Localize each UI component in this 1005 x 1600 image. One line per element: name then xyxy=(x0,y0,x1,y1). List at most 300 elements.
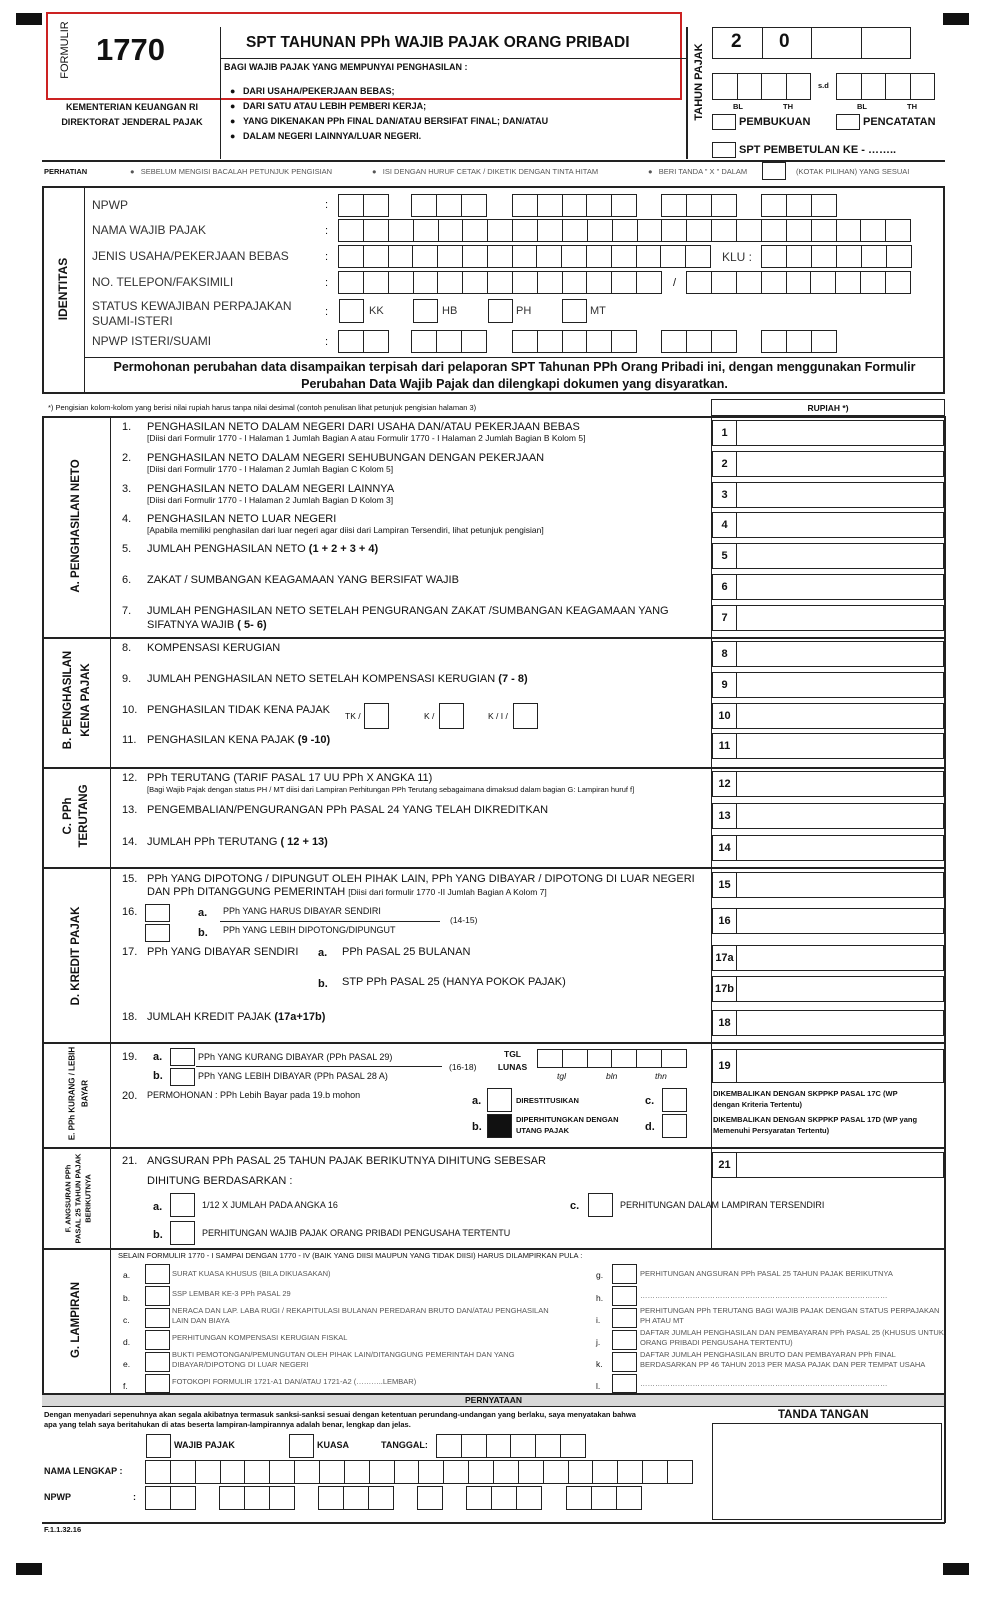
a-item-6-text: ZAKAT / SUMBANGAN KEAGAMAAN YANG BERSIFAT WAJIB xyxy=(147,574,459,586)
colon: : xyxy=(325,336,329,348)
row-box-17a: 17a xyxy=(712,945,737,971)
pencatatan-checkbox[interactable] xyxy=(836,114,860,130)
pernyataan-npwp-label: NPWP xyxy=(44,1492,71,1502)
pembukuan-label: PEMBUKUAN xyxy=(739,116,811,128)
pembetulan-label: SPT PEMBETULAN KE - …….. xyxy=(739,144,897,156)
a-item-3-text: PENGHASILAN NETO DALAM NEGERI LAINNYA xyxy=(147,483,395,495)
e-20d-key: d. xyxy=(645,1121,655,1133)
lampiran-i-checkbox[interactable] xyxy=(612,1308,637,1328)
a-item-6-no: 6. xyxy=(122,574,132,586)
a-item-5-no: 5. xyxy=(122,543,132,555)
status-kk-label: KK xyxy=(369,305,384,317)
colon: : xyxy=(325,199,329,211)
corner-mark-bl xyxy=(16,1563,42,1575)
section-f-label-2: PASAL 25 TAHUN PAJAK xyxy=(73,1153,83,1244)
sd-label: s.d xyxy=(818,81,829,90)
row-box-11: 11 xyxy=(712,733,737,759)
formulir-label: FORMULIR xyxy=(59,21,71,79)
nama-label: NAMA WAJIB PAJAK xyxy=(92,223,207,237)
lampiran-header: SELAIN FORMULIR 1770 - I SAMPAI DENGAN 1770 - IV (BAIK YANG DIISI MAUPUN YANG TIDAK DIISI) HARUS DILAMPIRKAN PULA : xyxy=(118,1251,583,1260)
c-item-13-no: 13. xyxy=(122,804,138,816)
pernyataan-text-1: Dengan menyadari sepenuhnya akan segala akibatnya termasuk sanksi-sanksi sesuai dengan ketentuan perundang-undangan yang berlaku, saya menyatakan bahwa xyxy=(44,1410,636,1419)
pernyataan-npwp-cells-5[interactable] xyxy=(467,1486,542,1510)
footer-code: F.1.1.32.16 xyxy=(44,1525,82,1534)
npwp-cells-2[interactable] xyxy=(412,194,487,217)
row-box-12: 12 xyxy=(712,771,737,797)
a-item-2-text: PENGHASILAN NETO DALAM NEGERI SEHUBUNGAN DENGAN PEKERJAAN xyxy=(147,452,545,464)
faks-cells[interactable] xyxy=(687,271,911,294)
a-item-6-value[interactable] xyxy=(736,574,944,600)
lampiran-h-text: ……………………………………………………………………………………… xyxy=(640,1291,888,1300)
bullet-2: ● DARI SATU ATAU LEBIH PEMBERI KERJA; xyxy=(230,101,427,111)
lampiran-d-checkbox[interactable] xyxy=(145,1330,170,1350)
e-19b-text: PPh YANG LEBIH DIBAYAR (PPh PASAL 28 A) xyxy=(198,1071,388,1081)
npwp-cells-3[interactable] xyxy=(513,194,637,217)
bullet-1: ● DARI USAHA/PEKERJAAN BEBAS; xyxy=(230,86,395,96)
section-b-label-1: B. PENGHASILAN xyxy=(62,650,74,750)
d-17a-text: PPh PASAL 25 BULANAN xyxy=(342,946,471,958)
pernyataan-npwp-cells-2[interactable] xyxy=(220,1486,295,1510)
d-16b-text: PPh YANG LEBIH DIPOTONG/DIPUNGUT xyxy=(223,925,396,935)
year-digit-2: 2 xyxy=(731,31,742,52)
d-item-15-text: PPh YANG DIPOTONG / DIPUNGUT OLEH PIHAK LAIN, PPh YANG DIBAYAR / DIPOTONG DI LUAR NEGERI xyxy=(147,873,695,885)
bl-label-2: BL xyxy=(857,102,867,111)
e-20a-key: a. xyxy=(472,1095,482,1107)
row-box-21: 21 xyxy=(712,1152,737,1178)
lampiran-g-text: PERHITUNGAN ANGSURAN PPh PASAL 25 TAHUN PAJAK BERIKUTNYA xyxy=(640,1269,893,1278)
colon: : xyxy=(325,306,329,318)
tanggal-label: TANGGAL: xyxy=(381,1440,428,1450)
lampiran-j-key: j. xyxy=(596,1337,601,1347)
th-label-1: TH xyxy=(783,102,793,111)
e-item-20-text: PERMOHONAN : PPh Lebih Bayar pada 19.b mohon xyxy=(147,1090,361,1100)
diperhitungkan-checkbox-checked[interactable] xyxy=(487,1114,512,1138)
restitusi-label: DIRESTITUSIKAN xyxy=(516,1096,579,1105)
k-label: K / xyxy=(424,711,435,721)
tahun-pajak-cells xyxy=(713,27,911,59)
c-item-12-sub: [Bagi Wajib Pajak dengan status PH / MT diisi dari Lampiran Perhitungan PPh Terutang sebagaimana dimaksud dalam bagian G: Lampiran huruf f] xyxy=(147,785,635,794)
lampiran-a-text: SURAT KUASA KHUSUS (BILA DIKUASAKAN) xyxy=(172,1269,331,1278)
tgl-label: tgl xyxy=(557,1071,566,1081)
row-box-10: 10 xyxy=(712,703,737,729)
pernyataan-npwp-cells-4[interactable] xyxy=(418,1486,443,1510)
c-item-14-text: JUMLAH PPh TERUTANG ( 12 + 13) xyxy=(147,836,328,848)
row-box-8: 8 xyxy=(712,641,737,667)
a-item-4-no: 4. xyxy=(122,513,132,525)
lampiran-k-checkbox[interactable] xyxy=(612,1352,637,1372)
a-item-1-sub: [Diisi dari Formulir 1770 - I Halaman 1 Jumlah Bagian A atau Formulir 1770 - I Halaman 2 Jumlah Bagian B Kolom 5] xyxy=(147,433,586,443)
a-item-5-value[interactable] xyxy=(736,543,944,569)
status-label-1: STATUS KEWAJIBAN PERPAJAKAN xyxy=(92,299,292,313)
d-16b-checkbox[interactable] xyxy=(145,924,170,942)
year-digit-0: 0 xyxy=(779,31,790,52)
a-item-7-text2: SIFATNYA WAJIB ( 5- 6) xyxy=(147,619,267,631)
status-ph-label: PH xyxy=(516,305,532,317)
d-16b-key: b. xyxy=(198,927,208,939)
perhatian-note-3: ● BERI TANDA " X " DALAM xyxy=(648,167,748,176)
npwp-label: NPWP xyxy=(92,198,128,212)
a-item-3-no: 3. xyxy=(122,483,132,495)
a-item-1-value[interactable] xyxy=(736,420,944,446)
wajib-pajak-checkbox[interactable] xyxy=(146,1434,171,1458)
lampiran-e-key: e. xyxy=(123,1359,131,1369)
ministry-line-1: KEMENTERIAN KEUANGAN RI xyxy=(65,102,198,112)
row-box-4: 4 xyxy=(712,512,737,538)
lampiran-k-key: k. xyxy=(596,1359,603,1369)
f-item-21-no: 21. xyxy=(122,1155,138,1167)
status-mt-label: MT xyxy=(590,305,606,317)
a-item-4-value[interactable] xyxy=(736,512,944,538)
b-item-8-text: KOMPENSASI KERUGIAN xyxy=(147,642,281,654)
lampiran-b-text: SSP LEMBAR KE-3 PPh PASAL 29 xyxy=(172,1289,291,1298)
row-box-13: 13 xyxy=(712,803,737,829)
row-box-17b: 17b xyxy=(712,976,737,1002)
bullet-4: ● DALAM NEGERI LAINNYA/LUAR NEGERI. xyxy=(230,131,422,141)
k-checkbox[interactable] xyxy=(439,703,464,729)
identitas-label: IDENTITAS xyxy=(56,257,70,321)
npwp-cells-1[interactable] xyxy=(339,194,389,217)
section-d-label: D. KREDIT PAJAK xyxy=(70,906,82,1006)
tk-checkbox[interactable] xyxy=(364,703,389,729)
b-item-11-value[interactable] xyxy=(736,733,944,759)
signature-box[interactable] xyxy=(712,1423,942,1520)
e-item-19-no: 19. xyxy=(122,1051,138,1063)
e-19a-text: PPh YANG KURANG DIBAYAR (PPh PASAL 29) xyxy=(198,1052,393,1062)
npwp-isteri-cells-5[interactable] xyxy=(762,330,837,353)
f-c-checkbox[interactable] xyxy=(588,1193,613,1217)
row-box-14: 14 xyxy=(712,835,737,861)
lampiran-b-checkbox[interactable] xyxy=(145,1286,170,1306)
lampiran-d-text: PERHITUNGAN KOMPENSASI KERUGIAN FISKAL xyxy=(172,1333,348,1342)
c-item-14-no: 14. xyxy=(122,836,138,848)
lampiran-e-text-1: BUKTI PEMOTONGAN/PEMUNGUTAN OLEH PIHAK LAIN/DITANGGUNG PEMERINTAH DAN YANG xyxy=(172,1350,515,1359)
skppkp-17d-checkbox[interactable] xyxy=(662,1114,687,1138)
b-item-9-value[interactable] xyxy=(736,672,944,698)
b-item-9-no: 9. xyxy=(122,673,132,685)
section-e-label-1: E. PPh KURANG / LEBIH xyxy=(67,1046,77,1141)
row-box-16: 16 xyxy=(712,908,737,934)
lampiran-d-key: d. xyxy=(123,1337,131,1347)
npwp-isteri-cells-1[interactable] xyxy=(339,330,389,353)
d-17a-value[interactable] xyxy=(736,945,944,971)
f-a-checkbox[interactable] xyxy=(170,1193,195,1217)
d-17b-key: b. xyxy=(318,978,328,990)
row-box-1: 1 xyxy=(712,420,737,446)
c-item-13-value[interactable] xyxy=(736,803,944,829)
lampiran-c-key: c. xyxy=(123,1315,130,1325)
row-box-2: 2 xyxy=(712,451,737,477)
status-kk-checkbox[interactable] xyxy=(339,299,364,323)
d-item-16-no: 16. xyxy=(122,906,138,918)
telepon-label: NO. TELEPON/FAKSIMILI xyxy=(92,275,234,289)
lampiran-e-checkbox[interactable] xyxy=(145,1352,170,1372)
b-item-11-no: 11. xyxy=(122,734,137,746)
row-box-18: 18 xyxy=(712,1010,737,1036)
form-title: SPT TAHUNAN PPh WAJIB PAJAK ORANG PRIBADI xyxy=(246,34,630,51)
skppkp-17d-label-2: Memenuhi Persyaratan Tertentu) xyxy=(713,1126,830,1135)
f-a-text: 1/12 X JUMLAH PADA ANGKA 16 xyxy=(202,1200,338,1210)
status-ph-checkbox[interactable] xyxy=(488,299,513,323)
a-item-7-no: 7. xyxy=(122,605,132,617)
th-label-2: TH xyxy=(907,102,917,111)
d-16a-key: a. xyxy=(198,907,208,919)
c-item-13-text: PENGEMBALIAN/PENGURANGAN PPh PASAL 24 YANG TELAH DIKREDITKAN xyxy=(147,804,549,816)
f-item-21-value[interactable] xyxy=(736,1152,944,1178)
slash: / xyxy=(673,277,677,289)
e-19a-checkbox[interactable] xyxy=(170,1048,195,1066)
row-box-6: 6 xyxy=(712,574,737,600)
colon: : xyxy=(325,277,329,289)
f-dihitung: DIHITUNG BERDASARKAN : xyxy=(147,1175,293,1187)
pernyataan-npwp-cells-3[interactable] xyxy=(319,1486,394,1510)
telepon-cells[interactable] xyxy=(339,271,662,294)
tgl-lunas-2: LUNAS xyxy=(497,1062,528,1072)
wajib-pajak-label: WAJIB PAJAK xyxy=(174,1440,235,1450)
row-box-9: 9 xyxy=(712,672,737,698)
npwp-isteri-cells-4[interactable] xyxy=(662,330,737,353)
status-label-2: SUAMI-ISTERI xyxy=(92,314,173,328)
skppkp-17d-label-1: DIKEMBALIKAN DENGAN SKPPKP PASAL 17D (WP yang xyxy=(713,1115,918,1124)
d-item-15-no: 15. xyxy=(122,873,138,885)
perhatian-note-2: ● ISI DENGAN HURUF CETAK / DIKETIK DENGAN TINTA HITAM xyxy=(372,167,599,176)
e-item-19-value[interactable] xyxy=(736,1049,944,1083)
e-19a-key: a. xyxy=(153,1051,163,1063)
diperhitungkan-label-1: DIPERHITUNGKAN DENGAN xyxy=(516,1115,619,1124)
period-start-cells[interactable] xyxy=(713,73,811,100)
e-19b-key: b. xyxy=(153,1070,163,1082)
ki-label: K / I / xyxy=(488,711,508,721)
section-f-label-1: F. ANGSURAN PPh xyxy=(63,1164,73,1233)
pencatatan-label: PENCATATAN xyxy=(863,116,936,128)
row-box-7: 7 xyxy=(712,605,737,631)
perhatian-note-1: ● SEBELUM MENGISI BACALAH PETUNJUK PENGISIAN xyxy=(130,167,333,176)
pembetulan-checkbox[interactable] xyxy=(712,142,736,158)
f-b-text: PERHITUNGAN WAJIB PAJAK ORANG PRIBADI PENGUSAHA TERTENTU xyxy=(202,1228,511,1238)
jenis-label: JENIS USAHA/PEKERJAAN BEBAS xyxy=(92,249,289,263)
rupiah-header-label: RUPIAH *) xyxy=(807,403,849,413)
bullet-3: ● YANG DIKENAKAN PPh FINAL DAN/ATAU BERSIFAT FINAL; DAN/ATAU xyxy=(230,116,549,126)
lampiran-i-text-2: PH ATAU MT xyxy=(640,1316,684,1325)
lampiran-j-checkbox[interactable] xyxy=(612,1330,637,1350)
d-17a-key: a. xyxy=(318,947,328,959)
colon: : xyxy=(133,1492,136,1502)
a-item-3-sub: [Diisi dari Formulir 1770 - I Halaman 2 Jumlah Bagian D Kolom 3] xyxy=(147,495,394,505)
row-box-15: 15 xyxy=(712,872,737,898)
kuasa-label: KUASA xyxy=(317,1440,350,1450)
lampiran-l-text: ……………………………………………………………………………………… xyxy=(640,1379,888,1388)
skppkp-17c-checkbox[interactable] xyxy=(662,1088,687,1112)
skppkp-17c-label-2: dengan Kriteria Tertentu) xyxy=(713,1100,803,1109)
section-a-label: A. PENGHASILAN NETO xyxy=(70,459,82,593)
example-checkbox xyxy=(762,162,786,180)
a-item-2-no: 2. xyxy=(122,452,132,464)
tanda-tangan-label: TANDA TANGAN xyxy=(778,1409,869,1421)
corner-mark-br xyxy=(943,1563,969,1575)
notice-line-1: Permohonan perubahan data disampaikan terpisah dari pelaporan SPT Tahunan PPh Orang Pribadi ini, dengan menggunakan Formulir xyxy=(113,360,916,374)
section-f-label-3: BERIKUTNYA xyxy=(83,1174,93,1223)
nama-cells[interactable] xyxy=(339,219,911,242)
ki-checkbox[interactable] xyxy=(513,703,538,729)
klu-label: KLU : xyxy=(722,250,753,264)
tk-label: TK / xyxy=(345,711,361,721)
lampiran-a-key: a. xyxy=(123,1270,131,1280)
bl-label-1: BL xyxy=(733,102,743,111)
lampiran-g-checkbox[interactable] xyxy=(612,1264,637,1284)
a-item-1-text: PENGHASILAN NETO DALAM NEGERI DARI USAHA DAN/ATAU PEKERJAAN BEBAS xyxy=(147,421,580,433)
d-item-15-value[interactable] xyxy=(736,872,944,898)
lampiran-a-checkbox[interactable] xyxy=(145,1264,170,1284)
status-mt-checkbox[interactable] xyxy=(562,299,587,323)
b-item-8-no: 8. xyxy=(122,642,132,654)
c-item-12-value[interactable] xyxy=(736,771,944,797)
lampiran-l-checkbox[interactable] xyxy=(612,1374,637,1393)
lampiran-i-key: i. xyxy=(596,1315,601,1325)
npwp-isteri-cells-2[interactable] xyxy=(412,330,487,353)
a-item-4-text: PENGHASILAN NETO LUAR NEGERI xyxy=(147,513,337,525)
lampiran-h-key: h. xyxy=(596,1293,604,1303)
d-17b-text: STP PPh PASAL 25 (HANYA POKOK PAJAK) xyxy=(342,976,566,988)
lampiran-h-checkbox[interactable] xyxy=(612,1286,637,1306)
pernyataan-title: PERNYATAAN xyxy=(465,1395,522,1405)
d-item-17-no: 17. xyxy=(122,946,138,958)
a-item-2-sub: [Diisi dari Formulir 1770 - I Halaman 2 Jumlah Bagian C Kolom 5] xyxy=(147,464,394,474)
section-c-label-2: TERUTANG xyxy=(78,784,90,848)
lampiran-f-text: FOTOKOPI FORMULIR 1721-A1 DAN/ATAU 1721-A2 (………..LEMBAR) xyxy=(172,1377,417,1386)
bln-label: bln xyxy=(606,1071,618,1081)
lampiran-i-text-1: PERHITUNGAN PPh TERUTANG BAGI WAJIB PAJAK DENGAN STATUS PERPAJAKAN xyxy=(640,1306,940,1315)
section-g-label: G. LAMPIRAN xyxy=(70,1281,82,1359)
row-box-3: 3 xyxy=(712,482,737,508)
corner-mark-tr xyxy=(943,13,969,25)
pembukuan-checkbox[interactable] xyxy=(712,114,736,130)
nama-lengkap-label: NAMA LENGKAP : xyxy=(44,1466,123,1476)
lampiran-l-key: l. xyxy=(596,1381,601,1391)
status-hb-checkbox[interactable] xyxy=(413,299,438,323)
tanggal-cells[interactable] xyxy=(437,1434,586,1458)
lampiran-k-text-1: DAFTAR JUMLAH PENGHASILAN BRUTO DAN PEMBAYARAN PPh FINAL xyxy=(640,1350,896,1359)
e-19-formula: (16-18) xyxy=(449,1062,477,1072)
rupiah-note: *) Pengisian kolom-kolom yang berisi nilai rupiah harus tanpa nilai desimal (contoh penulisan lihat petunjuk pengisian halaman 3) xyxy=(48,403,477,412)
nama-lengkap-cells[interactable] xyxy=(146,1460,693,1484)
status-hb-label: HB xyxy=(442,305,458,317)
f-c-key: c. xyxy=(570,1200,580,1212)
thn-label: thn xyxy=(655,1071,667,1081)
d-item-18-no: 18. xyxy=(122,1011,138,1023)
lampiran-f-key: f. xyxy=(123,1381,128,1391)
d-item-18-text: JUMLAH KREDIT PAJAK (17a+17b) xyxy=(147,1011,326,1023)
section-e-label-2: BAYAR xyxy=(80,1080,90,1107)
a-item-4-sub: [Apabila memiliki penghasilan dari luar negeri agar diisi dari Lampiran Tersendiri, lihat petunjuk pengisian] xyxy=(147,525,544,535)
row-box-19: 19 xyxy=(712,1049,737,1083)
pernyataan-npwp-cells-1[interactable] xyxy=(146,1486,196,1510)
a-item-3-value[interactable] xyxy=(736,482,944,508)
f-a-key: a. xyxy=(153,1201,163,1213)
section-c-label-1: C. PPh xyxy=(62,797,74,835)
d-item-18-value[interactable] xyxy=(736,1010,944,1036)
e-20b-key: b. xyxy=(472,1121,482,1133)
a-item-1-no: 1. xyxy=(122,421,132,433)
lampiran-e-text-2: DIBAYAR/DIPOTONG DI LUAR NEGERI xyxy=(172,1360,309,1369)
d-item-15-text2: DAN PPh DITANGGUNG PEMERINTAH [Diisi dari formulir 1770 -II Jumlah Bagian A Kolom 7] xyxy=(147,886,547,898)
npwp-cells-4[interactable] xyxy=(662,194,737,217)
b-item-8-value[interactable] xyxy=(736,641,944,667)
perhatian-note-4: (KOTAK PILIHAN) YANG SESUAI xyxy=(796,167,910,176)
perhatian-label: PERHATIAN xyxy=(44,167,88,176)
f-b-checkbox[interactable] xyxy=(170,1221,195,1245)
jenis-cells[interactable] xyxy=(339,245,711,268)
c-item-12-no: 12. xyxy=(122,772,138,784)
b-item-11-text: PENGHASILAN KENA PAJAK (9 -10) xyxy=(147,734,331,746)
e-19b-checkbox[interactable] xyxy=(170,1068,195,1086)
e-20c-key: c. xyxy=(645,1095,655,1107)
lampiran-j-text-2: ORANG PRIBADI PENGUSAHA TERTENTU) xyxy=(640,1338,793,1347)
ministry-line-2: DIREKTORAT JENDERAL PAJAK xyxy=(61,117,203,127)
f-b-key: b. xyxy=(153,1229,163,1241)
pernyataan-text-2: apa yang telah saya beritahukan di atas beserta lampiran-lampirannya adalah benar, lengkap dan jelas. xyxy=(44,1420,411,1429)
lampiran-f-checkbox[interactable] xyxy=(145,1374,170,1393)
f-c-text: PERHITUNGAN DALAM LAMPIRAN TERSENDIRI xyxy=(620,1200,825,1210)
npwp-cells-5[interactable] xyxy=(762,194,837,217)
form-number: 1770 xyxy=(96,32,165,67)
period-end-cells[interactable] xyxy=(837,73,935,100)
d-16a-text: PPh YANG HARUS DIBAYAR SENDIRI xyxy=(223,906,381,916)
form-subtitle: BAGI WAJIB PAJAK YANG MEMPUNYAI PENGHASILAN : xyxy=(224,62,468,72)
a-item-5-text: JUMLAH PENGHASILAN NETO (1 + 2 + 3 + 4) xyxy=(147,543,379,555)
colon: : xyxy=(325,225,329,237)
tgl-lunas-1: TGL xyxy=(504,1049,521,1059)
c-item-12-text: PPh TERUTANG (TARIF PASAL 17 UU PPh X ANGKA 11) xyxy=(147,772,433,784)
tahun-pajak-label: TAHUN PAJAK xyxy=(693,43,705,121)
kuasa-checkbox[interactable] xyxy=(289,1434,314,1458)
lampiran-k-text-2: BERDASARKAN PP 46 TAHUN 2013 PER MASA PAJAK DAN PER TEMPAT USAHA xyxy=(640,1360,926,1369)
corner-mark-tl xyxy=(16,13,42,25)
row-box-5: 5 xyxy=(712,543,737,569)
lampiran-c-checkbox[interactable] xyxy=(145,1308,170,1328)
colon: : xyxy=(325,251,329,263)
b-item-10-value[interactable] xyxy=(736,703,944,729)
skppkp-17c-label-1: DIKEMBALIKAN DENGAN SKPPKP PASAL 17C (WP xyxy=(713,1089,898,1098)
lampiran-g-key: g. xyxy=(596,1270,604,1280)
e-item-20-no: 20. xyxy=(122,1090,138,1102)
lampiran-j-text-1: DAFTAR JUMLAH PENGHASILAN DAN PEMBAYARAN PPh PASAL 25 (KHUSUS UNTUK xyxy=(640,1328,944,1337)
c-item-14-value[interactable] xyxy=(736,835,944,861)
f-item-21-text: ANGSURAN PPh PASAL 25 TAHUN PAJAK BERIKUTNYA DIHITUNG SEBESAR xyxy=(147,1155,546,1167)
b-item-10-text: PENGHASILAN TIDAK KENA PAJAK xyxy=(147,704,330,716)
b-item-10-no: 10. xyxy=(122,704,138,716)
pernyataan-npwp-cells-6[interactable] xyxy=(567,1486,642,1510)
a-item-7-value[interactable] xyxy=(736,605,944,631)
lampiran-c-text-1: NERACA DAN LAP. LABA RUGI / REKAPITULASI BULANAN PEREDARAN BRUTO DAN/ATAU PENGHASILAN xyxy=(172,1306,549,1315)
d-16a-checkbox[interactable] xyxy=(145,904,170,922)
d-item-17-text: PPh YANG DIBAYAR SENDIRI xyxy=(147,946,299,958)
lampiran-b-key: b. xyxy=(123,1293,131,1303)
diperhitungkan-label-2: UTANG PAJAK xyxy=(516,1126,570,1135)
restitusi-checkbox[interactable] xyxy=(487,1088,512,1112)
a-item-2-value[interactable] xyxy=(736,451,944,477)
d-item-16-value[interactable] xyxy=(736,908,944,934)
lampiran-c-text-2: LAIN DAN BIAYA xyxy=(172,1316,230,1325)
a-item-7-text: JUMLAH PENGHASILAN NETO SETELAH PENGURANGAN ZAKAT /SUMBANGAN KEAGAMAAN YANG xyxy=(147,605,669,617)
npwp-isteri-label: NPWP ISTERI/SUAMI xyxy=(92,334,212,348)
klu-cells[interactable] xyxy=(762,245,912,268)
d-16-formula: (14-15) xyxy=(450,915,478,925)
section-b-label-2: KENA PAJAK xyxy=(80,663,92,737)
d-17b-value[interactable] xyxy=(736,976,944,1002)
tgl-lunas-cells[interactable] xyxy=(538,1049,687,1068)
b-item-9-text: JUMLAH PENGHASILAN NETO SETELAH KOMPENSASI KERUGIAN (7 - 8) xyxy=(147,673,528,685)
notice-line-2: Perubahan Data Wajib Pajak dan dilengkapi dokumen yang disyaratkan. xyxy=(301,377,728,391)
npwp-isteri-cells-3[interactable] xyxy=(513,330,637,353)
